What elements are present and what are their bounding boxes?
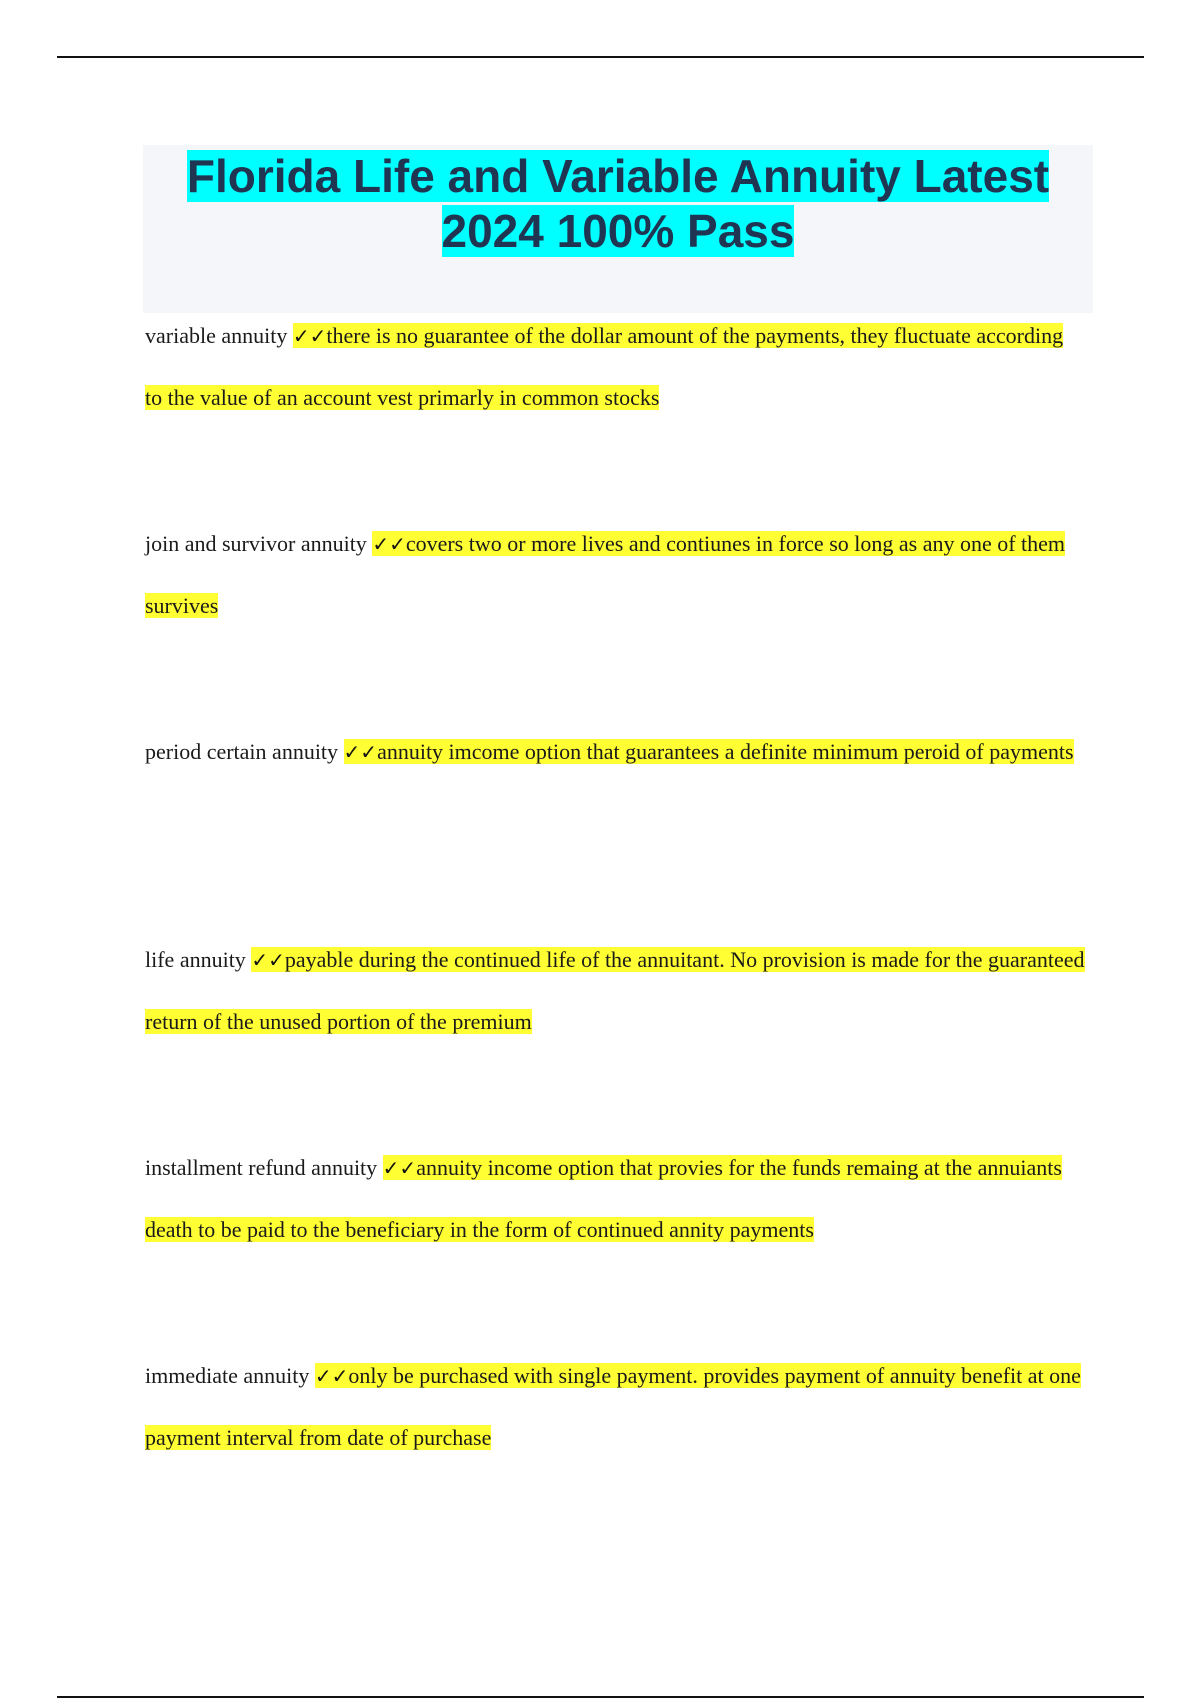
check-icon: ✓✓ bbox=[382, 1156, 417, 1180]
entry-term: installment refund annuity bbox=[145, 1155, 378, 1180]
entry-definition: annuity imcome option that guarantees a definite minimum peroid of payments bbox=[377, 739, 1074, 764]
entry-term: variable annuity bbox=[145, 323, 288, 348]
entry-term: life annuity bbox=[145, 947, 246, 972]
entry-term: immediate annuity bbox=[145, 1363, 310, 1388]
entry-period-certain-annuity bbox=[145, 721, 1085, 843]
page-title bbox=[143, 149, 1093, 259]
page-title-text: Florida Life and Variable Annuity Latest 2024 100% Pass bbox=[186, 150, 1050, 257]
check-icon: ✓✓ bbox=[343, 740, 378, 764]
check-icon: ✓✓ bbox=[314, 1364, 349, 1388]
footer-rule bbox=[57, 1696, 1144, 1698]
entry-life-annuity bbox=[145, 929, 1085, 1051]
entry-answer bbox=[145, 947, 1085, 1034]
entry-term: period certain annuity bbox=[145, 739, 339, 764]
entry-join-and-survivor-annuity bbox=[145, 513, 1085, 635]
check-icon: ✓✓ bbox=[251, 948, 285, 972]
entry-answer bbox=[344, 739, 1074, 764]
entry-variable-annuity bbox=[145, 305, 1085, 427]
entry-definition: only be purchased with single payment. provides payment of annuity benefit at one payment interval from date of purchase bbox=[145, 1363, 1081, 1450]
check-icon: ✓✓ bbox=[292, 324, 327, 348]
entry-installment-refund-annuity bbox=[145, 1137, 1085, 1259]
header-rule bbox=[57, 56, 1144, 58]
check-icon: ✓✓ bbox=[372, 532, 406, 556]
entry-list bbox=[145, 305, 1085, 1553]
entry-definition: payable during the continued life of the annuitant. No provision is made for the guaranteed return of the unused portion of the premium bbox=[145, 947, 1085, 1034]
entry-definition: annuity income option that provies for the funds remaing at the annuiants death to be paid to the beneficiary in the form of continued annity payments bbox=[145, 1155, 1062, 1242]
entry-definition: there is no guarantee of the dollar amount of the payments, they fluctuate according to the value of an account vest primarly in common stocks bbox=[145, 323, 1064, 410]
entry-definition: covers two or more lives and contiunes in force so long as any one of them survives bbox=[145, 531, 1066, 618]
entry-term: join and survivor annuity bbox=[145, 531, 367, 556]
title-block bbox=[143, 145, 1093, 313]
entry-immediate-annuity bbox=[145, 1345, 1085, 1467]
